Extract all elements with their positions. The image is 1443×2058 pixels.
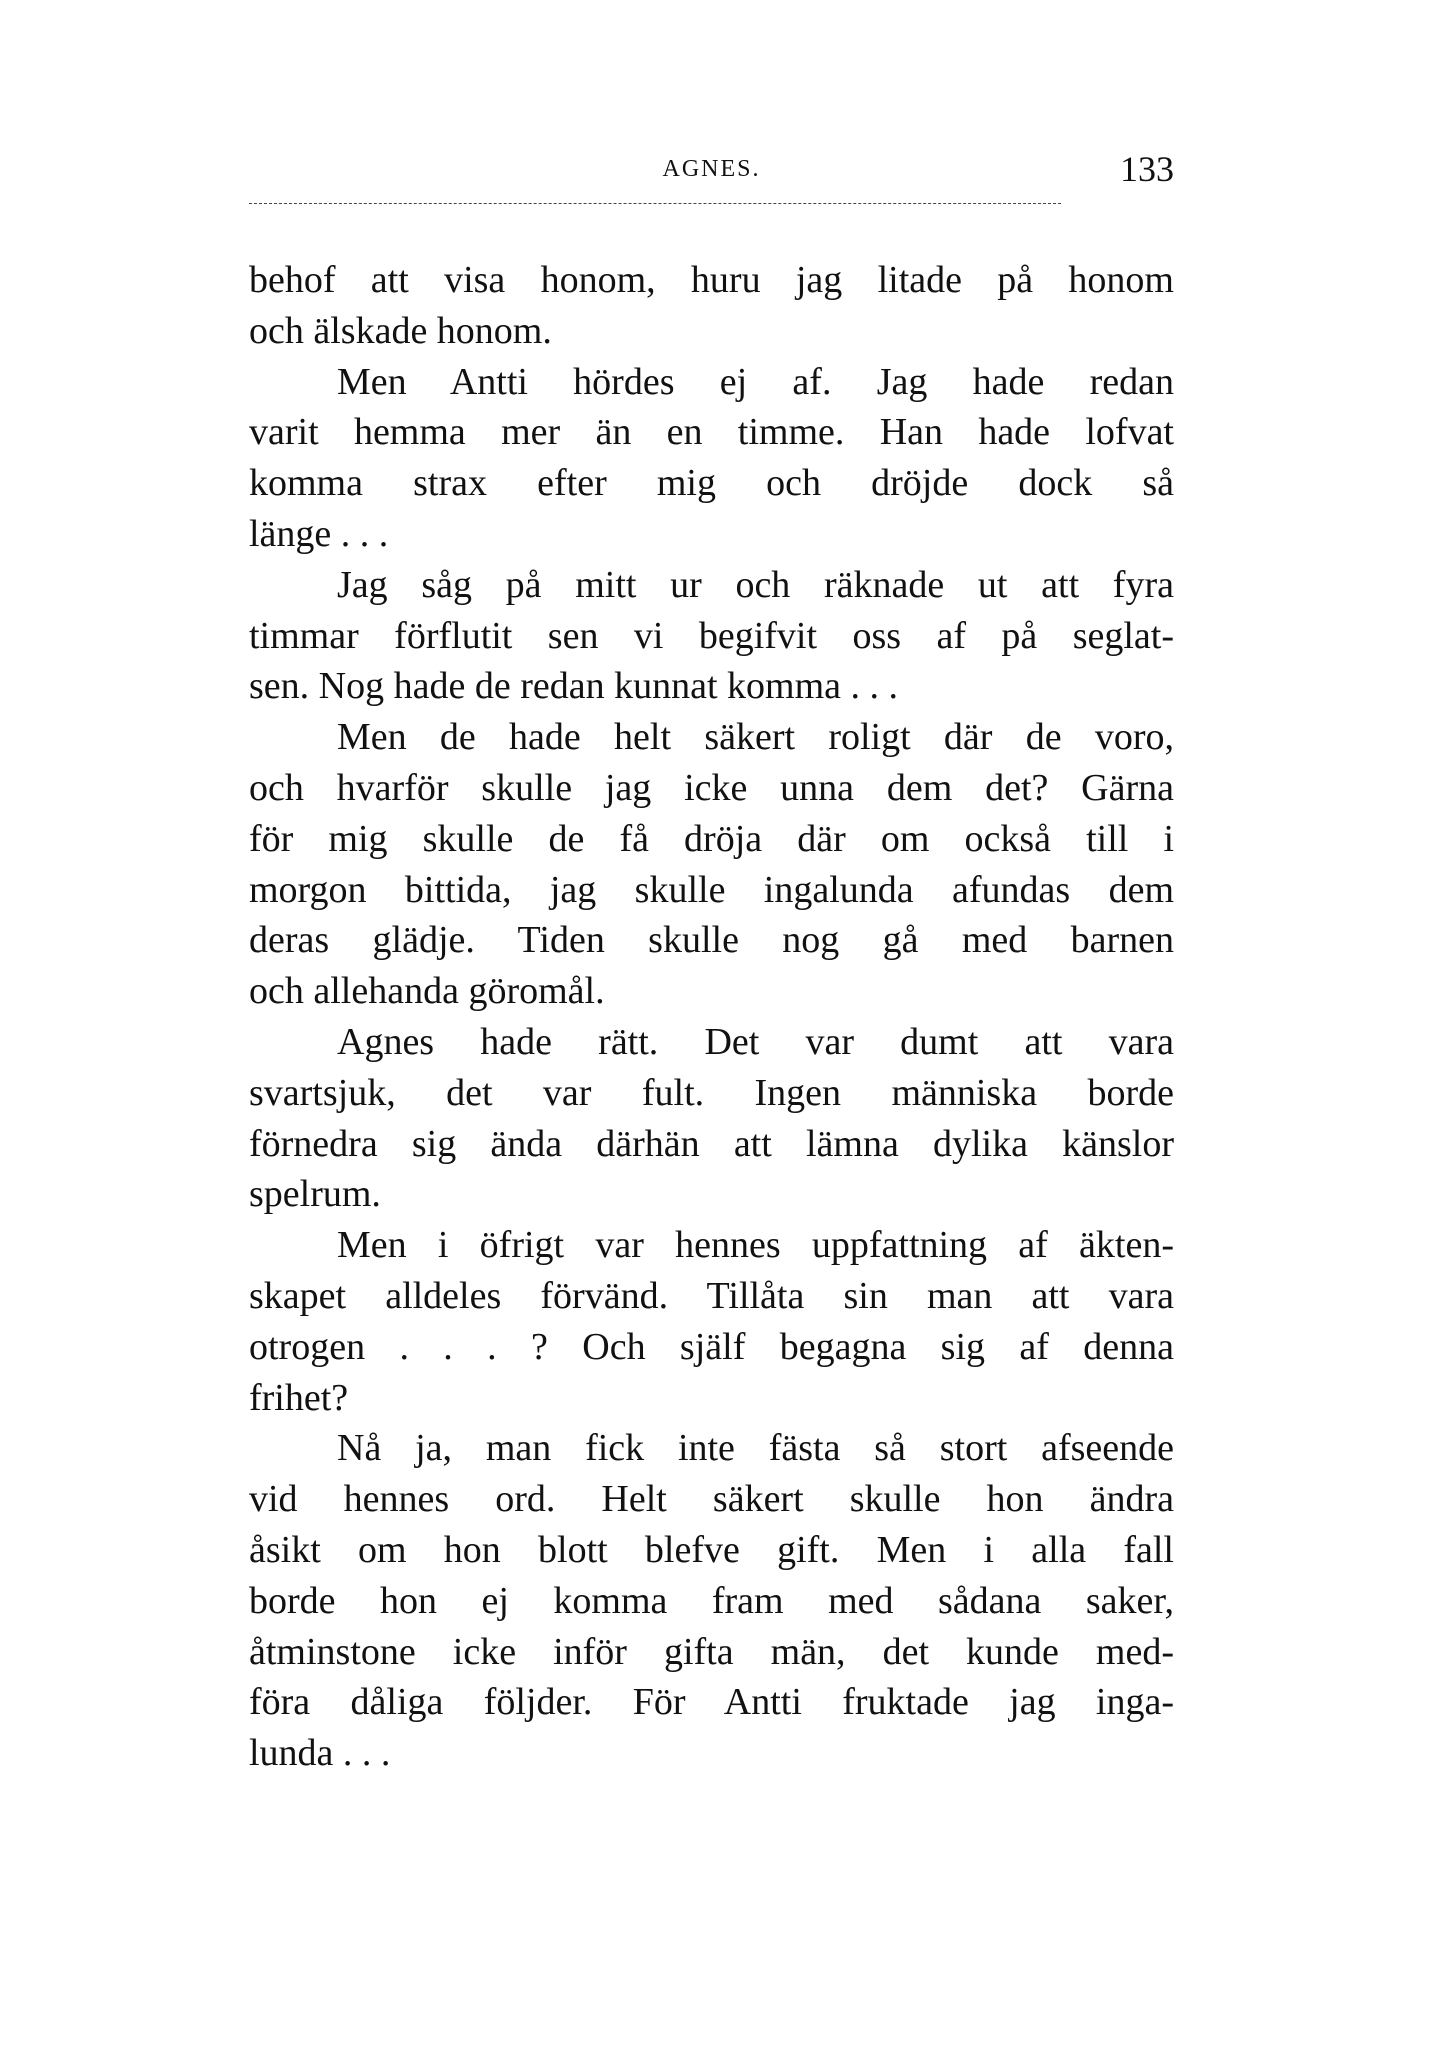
paragraph bbox=[249, 712, 1174, 1017]
paragraph bbox=[249, 1423, 1174, 1779]
paragraph bbox=[249, 255, 1174, 357]
text-line: länge . . . bbox=[249, 512, 389, 555]
text-line: borde hon ej komma fram med sådana saker, bbox=[249, 1579, 1174, 1622]
text-line: Men de hade helt säkert roligt där de voro, bbox=[337, 716, 1174, 759]
text-line: varit hemma mer än en timme. Han hade lofvat bbox=[249, 411, 1174, 454]
text-line: och hvarför skulle jag icke unna dem det? Gärna bbox=[249, 766, 1174, 809]
paragraph bbox=[249, 357, 1174, 560]
paragraph bbox=[249, 560, 1174, 712]
text-line: timmar förflutit sen vi begifvit oss af på seglat- bbox=[249, 614, 1174, 657]
page-number: 133 bbox=[1120, 149, 1174, 189]
text-line: Agnes hade rätt. Det var dumt att vara bbox=[337, 1020, 1174, 1063]
text-line: deras glädje. Tiden skulle nog gå med barnen bbox=[249, 919, 1174, 962]
text-line: komma strax efter mig och dröjde dock så bbox=[249, 462, 1174, 505]
text-line: föra dåliga följder. För Antti fruktade jag inga- bbox=[249, 1681, 1174, 1724]
text-line: Men Antti hördes ej af. Jag hade redan bbox=[337, 360, 1174, 403]
text-line: åsikt om hon blott blefve gift. Men i alla fall bbox=[249, 1528, 1174, 1571]
text-line: Nå ja, man fick inte fästa så stort afseende bbox=[337, 1427, 1174, 1470]
text-line: sen. Nog hade de redan kunnat komma . . . bbox=[249, 665, 898, 708]
paragraph bbox=[249, 1017, 1174, 1220]
text-line: för mig skulle de få dröja där om också till i bbox=[249, 817, 1174, 860]
text-line: svartsjuk, det var fult. Ingen människa borde bbox=[249, 1071, 1174, 1114]
running-title: AGNES. bbox=[662, 156, 761, 182]
body-text bbox=[249, 255, 1174, 1779]
text-line: otrogen . . . ? Och själf begagna sig af denna bbox=[249, 1325, 1174, 1368]
text-line: skapet alldeles förvänd. Tillåta sin man att vara bbox=[249, 1274, 1174, 1317]
text-line: förnedra sig ända därhän att lämna dylika känslor bbox=[249, 1122, 1174, 1165]
text-line: morgon bittida, jag skulle ingalunda afundas dem bbox=[249, 868, 1174, 911]
text-line: och allehanda göromål. bbox=[249, 970, 605, 1013]
text-line: och älskade honom. bbox=[249, 309, 552, 352]
text-line: spelrum. bbox=[249, 1173, 381, 1216]
text-line: vid hennes ord. Helt säkert skulle hon ändra bbox=[249, 1478, 1174, 1521]
header-rule bbox=[249, 203, 1061, 204]
text-line: åtminstone icke inför gifta män, det kunde med- bbox=[249, 1630, 1174, 1673]
text-line: Jag såg på mitt ur och räknade ut att fyra bbox=[337, 563, 1174, 606]
text-line: frihet? bbox=[249, 1376, 349, 1419]
page-header bbox=[249, 148, 1174, 192]
text-line: behof att visa honom, huru jag litade på honom bbox=[249, 259, 1174, 301]
paragraph bbox=[249, 1220, 1174, 1423]
text-line: Men i öfrigt var hennes uppfattning af äkten- bbox=[337, 1224, 1174, 1267]
text-line: lunda . . . bbox=[249, 1732, 391, 1775]
